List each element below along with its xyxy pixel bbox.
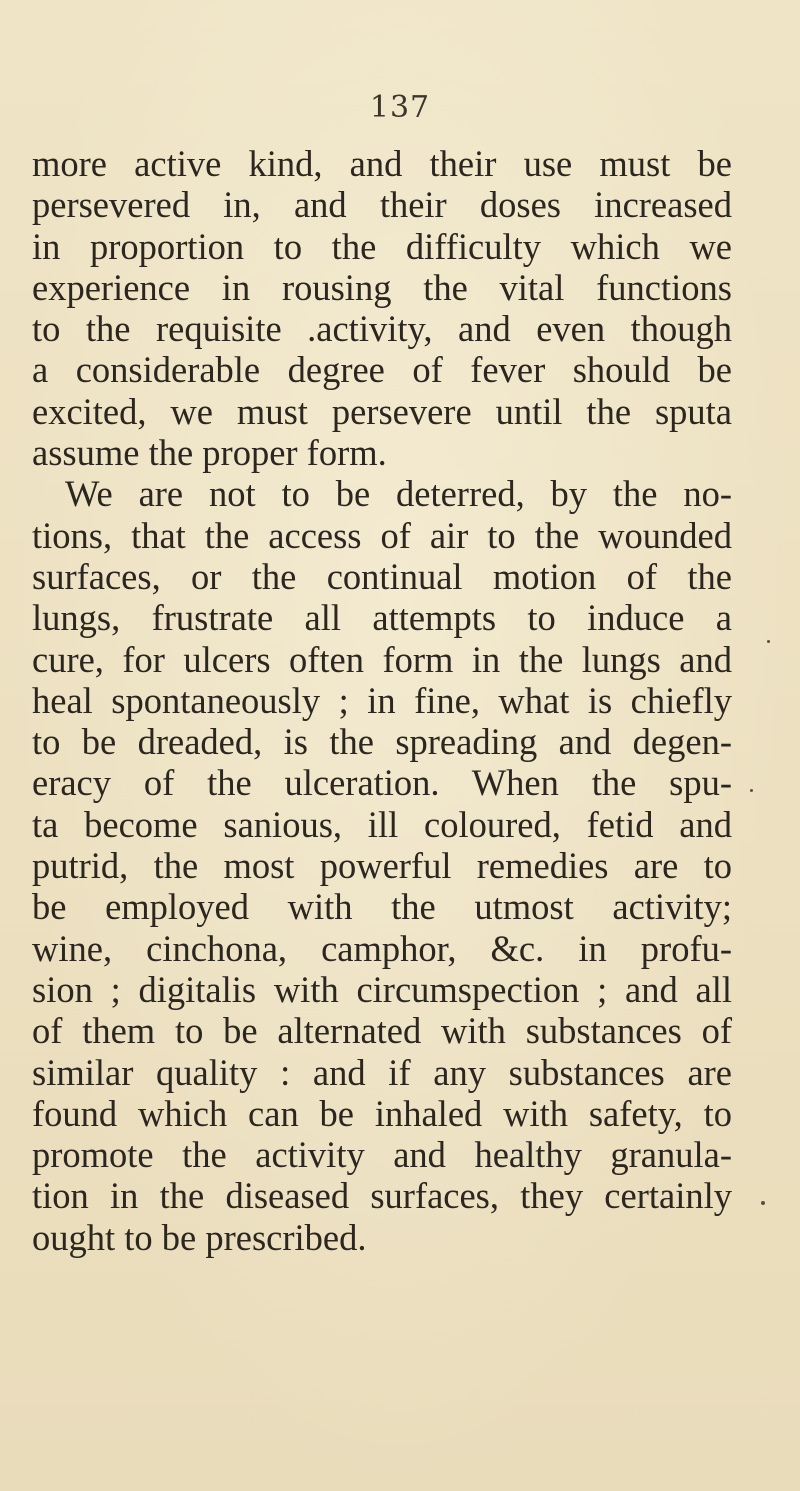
- text-line: more active kind, and their use must be: [32, 143, 732, 184]
- text-line: a considerable degree of fever should be: [32, 349, 732, 391]
- text-line: tions, that the access of air to the wounded: [32, 514, 732, 556]
- text-line: found which can be inhaled with safety, to: [32, 1092, 732, 1134]
- text-line: wine, cinchona, camphor, &c. in profu-: [32, 927, 732, 969]
- ink-speck: [767, 640, 770, 643]
- text-line: to be dreaded, is the spreading and degen-: [32, 721, 732, 763]
- text-line: cure, for ulcers often form in the lungs and: [32, 638, 732, 680]
- text-line: persevered in, and their doses increased: [32, 184, 732, 226]
- text-line: to the requisite .activity, and even though: [32, 308, 732, 350]
- paragraph-end-line: assume the proper form.: [32, 432, 387, 474]
- text-line: excited, we must persevere until the sputa: [32, 390, 732, 432]
- ink-speck: [750, 789, 753, 792]
- text-line: lungs, frustrate all attempts to induce a: [32, 597, 732, 639]
- text-line: in proportion to the difficulty which we: [32, 225, 732, 267]
- text-line: experience in rousing the vital functions: [32, 266, 732, 308]
- body-text: [32, 143, 732, 1258]
- ink-speck: [761, 1201, 765, 1205]
- text-line: heal spontaneously ; in fine, what is chiefly: [32, 679, 732, 721]
- text-line: promote the activity and healthy granula-: [32, 1134, 732, 1176]
- text-line: tion in the diseased surfaces, they certainly: [32, 1175, 732, 1217]
- paragraph-start-line: We are not to be deterred, by the no-: [65, 473, 732, 515]
- text-line: ta become sanious, ill coloured, fetid and: [32, 803, 732, 845]
- text-line: be employed with the utmost activity;: [32, 886, 732, 928]
- text-line: sion ; digitalis with circumspection ; and all: [32, 968, 732, 1010]
- text-line: putrid, the most powerful remedies are to: [32, 845, 732, 887]
- text-line: surfaces, or the continual motion of the: [32, 555, 732, 597]
- page-number: 137: [369, 90, 431, 125]
- paragraph-end-line: ought to be prescribed.: [32, 1216, 367, 1258]
- text-line: eracy of the ulceration. When the spu-: [32, 762, 732, 804]
- text-line: of them to be alternated with substances of: [32, 1010, 732, 1052]
- text-line: similar quality : and if any substances are: [32, 1051, 732, 1093]
